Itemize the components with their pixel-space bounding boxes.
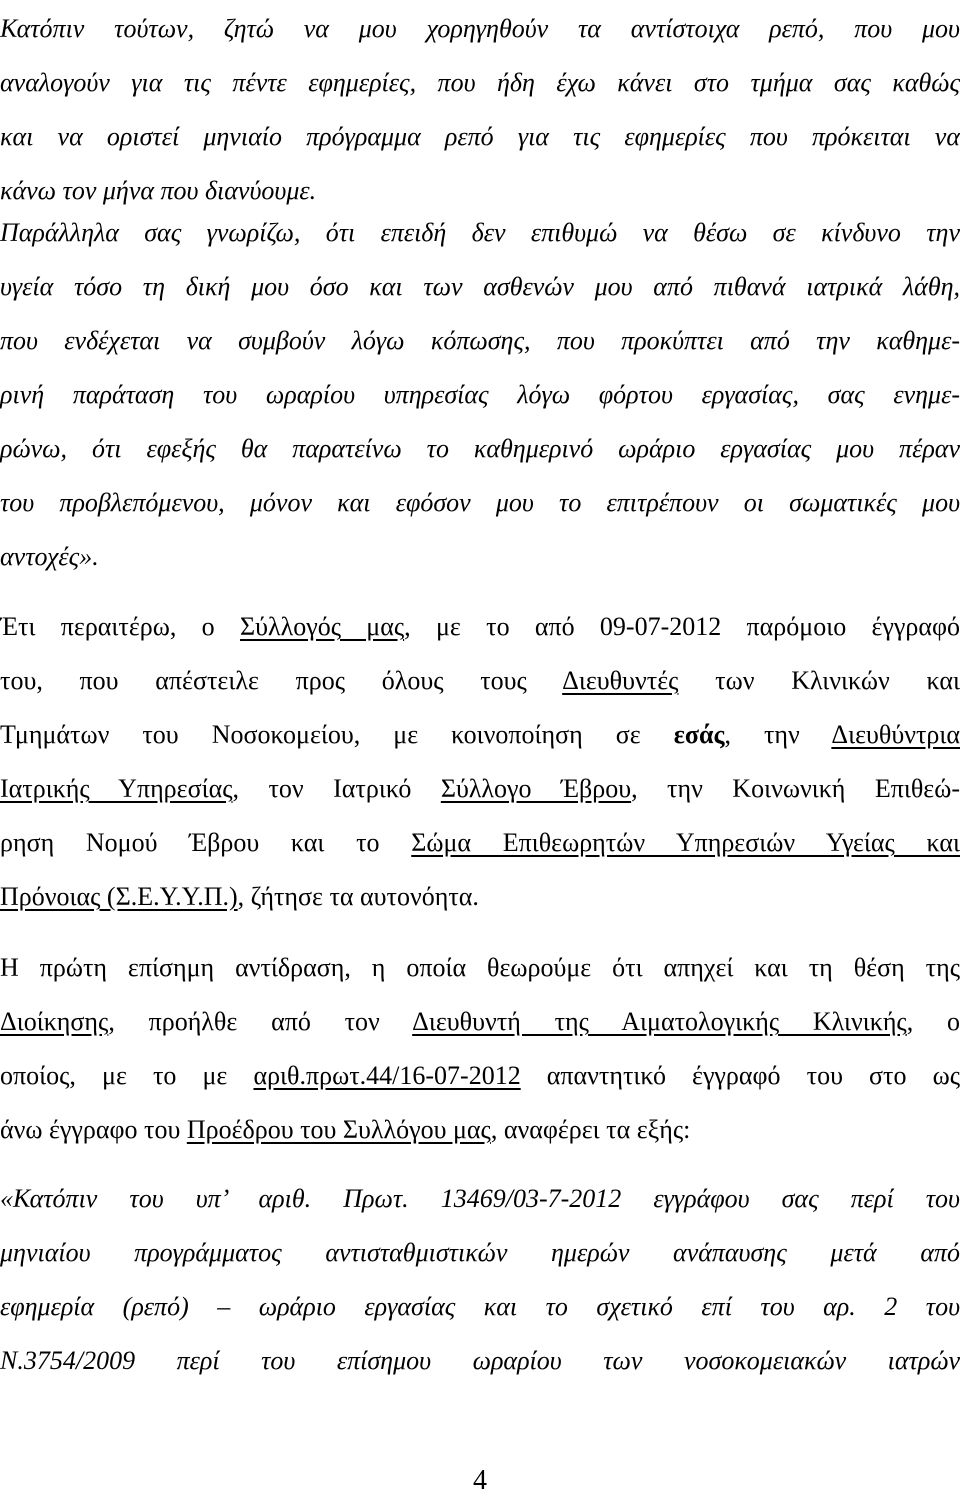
- paragraph-3: [0, 600, 960, 924]
- underlined-text: Σύλλογο Έβρου: [440, 774, 632, 803]
- text-line: υγεία τόσο τη δική μου όσο και των ασθενών μου από πιθανά ιατρικά λάθη,: [0, 272, 960, 301]
- paragraph-4: [0, 941, 960, 1157]
- text-run: , ζήτησε τα αυτονόητα.: [237, 882, 479, 911]
- text-line: Ν.3754/2009 περί του επίσημου ωραρίου των νοσοκομειακών ιατρών: [0, 1346, 960, 1375]
- text-line: εφημερία (ρεπό) – ωράριο εργασίας και το σχετικό επί του αρ. 2 του: [0, 1292, 960, 1321]
- text-run: , την Κοινωνική Επιθεώ-: [631, 774, 960, 803]
- bold-text: εσάς: [673, 720, 725, 749]
- underlined-text: αριθ.πρωτ.44/16-07-2012: [253, 1061, 521, 1090]
- text-line: [0, 1103, 960, 1157]
- text-line: Η πρώτη επίσημη αντίδραση, η οποία θεωρούμε ότι απηχεί και τη θέση της: [0, 953, 960, 982]
- text-run: Έτι περαιτέρω, ο: [0, 612, 240, 641]
- text-line: που ενδέχεται να συμβούν λόγω κόπωσης, που προκύπτει από την καθημε-: [0, 326, 960, 355]
- text-line: κάνω τον μήνα που διανύουμε.: [0, 176, 317, 205]
- text-run: , τον Ιατρικό: [232, 774, 441, 803]
- paragraph-1: [0, 2, 960, 218]
- text-run: των Κλινικών και: [678, 666, 960, 695]
- text-line: [0, 708, 960, 762]
- underlined-text: Διοίκησης: [0, 1007, 109, 1036]
- text-line: [0, 654, 960, 708]
- underlined-text: Διευθυντές: [562, 666, 679, 695]
- text-line: [0, 762, 960, 816]
- underlined-text: Πρόνοιας (Σ.Ε.Υ.Υ.Π.): [0, 882, 238, 911]
- underlined-text: Προέδρου του Συλλόγου μας: [186, 1115, 491, 1144]
- underlined-text: Διευθύντρια: [831, 720, 960, 749]
- paragraph-2: [0, 206, 960, 584]
- text-line: αντοχές».: [0, 542, 99, 571]
- text-run: , αναφέρει τα εξής:: [490, 1115, 691, 1144]
- text-line: [0, 870, 960, 924]
- underlined-text: Ιατρικής Υπηρεσίας: [0, 774, 233, 803]
- text-line: «Κατόπιν του υπ’ αριθ. Πρωτ. 13469/03-7-2012 εγγράφου σας περί του: [0, 1184, 960, 1213]
- text-run: του, που απέστειλε προς όλους τους: [0, 666, 563, 695]
- text-run: , με το από 09-07-2012 παρόμοιο έγγραφό: [404, 612, 960, 641]
- underlined-text: Διευθυντή της Αιματολογικής Κλινικής: [412, 1007, 907, 1036]
- text-line: μηνιαίου προγράμματος αντισταθμιστικών ημερών ανάπαυσης μετά από: [0, 1238, 960, 1267]
- underlined-text: Σώμα Επιθεωρητών Υπηρεσιών Υγείας και: [411, 828, 960, 857]
- text-run: οποίος, με το με: [0, 1061, 254, 1090]
- text-run: ρηση Νομού Έβρου και το: [0, 828, 412, 857]
- text-line: [0, 995, 960, 1049]
- text-line: Παράλληλα σας γνωρίζω, ότι επειδή δεν επιθυμώ να θέσω σε κίνδυνο την: [0, 218, 960, 247]
- text-run: , την: [724, 720, 832, 749]
- text-line: αναλογούν για τις πέντε εφημερίες, που ήδη έχω κάνει στο τμήμα σας καθώς: [0, 68, 960, 97]
- text-run: , ο: [906, 1007, 960, 1036]
- text-run: άνω έγγραφο του: [0, 1115, 187, 1144]
- underlined-text: Σύλλογός μας: [239, 612, 405, 641]
- text-run: απαντητικό έγγραφό του στο ως: [520, 1061, 960, 1090]
- text-line: ρώνω, ότι εφεξής θα παρατείνω το καθημερινό ωράριο εργασίας μου πέραν: [0, 434, 960, 463]
- text-line: και να οριστεί μηνιαίο πρόγραμμα ρεπό για τις εφημερίες που πρόκειται να: [0, 122, 960, 151]
- text-run: Τμημάτων του Νοσοκομείου, με κοινοποίηση σε: [0, 720, 674, 749]
- text-run: , προήλθε από τον: [108, 1007, 413, 1036]
- page-number: 4: [473, 1465, 487, 1496]
- text-line: [0, 1049, 960, 1103]
- text-line: [0, 600, 960, 654]
- text-line: ρινή παράταση του ωραρίου υπηρεσίας λόγω φόρτου εργασίας, σας ενημε-: [0, 380, 960, 409]
- text-line: του προβλεπόμενου, μόνον και εφόσον μου το επιτρέπουν οι σωματικές μου: [0, 488, 960, 517]
- paragraph-5-quote: [0, 1172, 960, 1388]
- text-line: [0, 816, 960, 870]
- text-line: Κατόπιν τούτων, ζητώ να μου χορηγηθούν τα αντίστοιχα ρεπό, που μου: [0, 14, 960, 43]
